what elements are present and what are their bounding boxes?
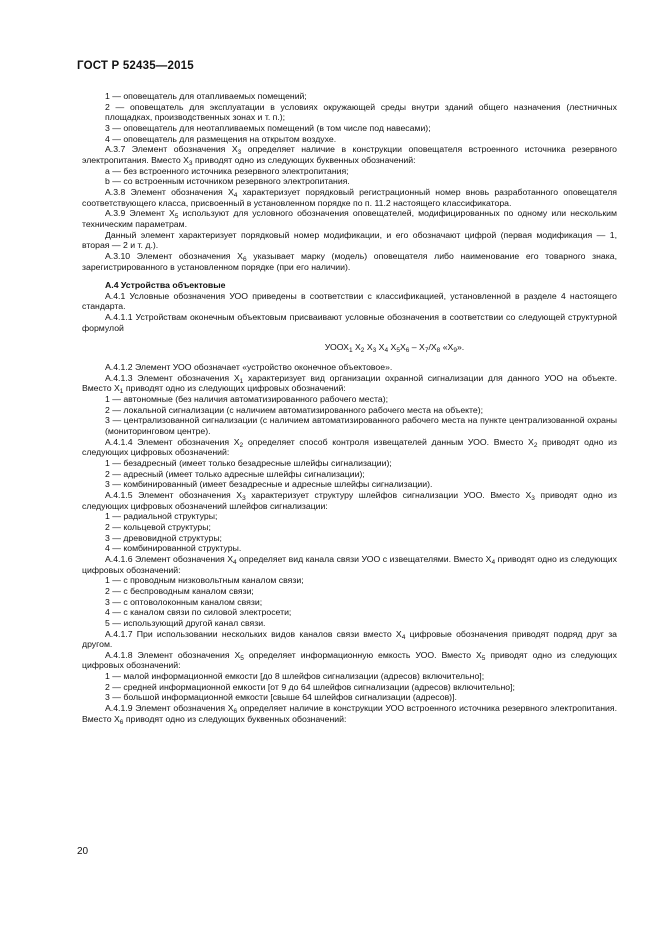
paragraph: А.4.1.8 Элемент обозначения $Х_5$ определяет информационную емкость УОО. Вместо $Х_5$ приводят одно из следующих цифровых обозначений:	[82, 649, 617, 671]
paragraph: Данный элемент характеризует порядковый номер модификации, и его обозначают цифрой (первая модификация — 1, вторая — 2 и т. д.).	[82, 229, 617, 251]
section-heading: А.4 Устройства объектовые	[105, 280, 226, 291]
list-item: 5 — использующий другой канал связи.	[105, 617, 266, 628]
list-item: 3 — централизованной сигнализации (с наличием автоматизированного рабочего места на пункте централизованной охраны (мониторинговом центре).	[105, 415, 617, 437]
list-item: а — без встроенного источника резервного электропитания;	[105, 165, 349, 176]
paragraph: А.4.1.3 Элемент обозначения $Х_1$ характеризует вид организации охранной сигнализации для данного УОО на объекте. Вместо $Х_1$ приводят одно из следующих цифровых обозначений:	[82, 372, 617, 396]
list-item: 3 — комбинированный (имеет безадресные и адресные шлейфы сигнализации).	[105, 479, 433, 490]
page-number: 20	[77, 846, 89, 857]
list-item: 4 — с каналом связи по силовой электросети;	[105, 607, 292, 618]
list-item: 3 — древовидной структуры;	[105, 532, 222, 543]
list-item: 1 — с проводным низковольтным каналом связи;	[105, 575, 304, 586]
list-item: 4 — комбинированной структуры.	[105, 543, 242, 554]
list-item: 2 — локальной сигнализации (с наличием автоматизированного рабочего места на объекте);	[105, 404, 484, 415]
list-item: 1 — оповещатель для отапливаемых помещений;	[105, 91, 307, 101]
list-item: 3 — оповещатель для неотапливаемых помещений (в том числе под навесами);	[105, 122, 431, 133]
document-header: ГОСТ Р 52435—2015	[77, 60, 194, 72]
paragraph: А.4.1.1 Устройствам оконечным объектовым присваивают условные обозначения в соответствии со следующей структурной формулой	[82, 312, 617, 333]
paragraph: А.4.1 Условные обозначения УОО приведены в соответствии с классификацией, установленной в разделе 4 настоящего стандарта.	[82, 290, 617, 312]
paragraph: А.4.1.2 Элемент УОО обозначает «устройство оконечное объектовое».	[105, 362, 393, 373]
paragraph: А.4.1.4 Элемент обозначения $Х_2$ определяет способ контроля извещателей данным УОО. Вместо $Х_2$ приводят одно из следующих цифровых обозначений:	[82, 436, 617, 458]
paragraph: А.3.8 Элемент обозначения $Х_4$ характеризует порядковый регистрационный номер вновь разработанного оповещателя соответствующего класса, присвоенный в установленном порядке по п. 11.2 настоящего классификатора.	[82, 186, 617, 208]
paragraph: А.3.10 Элемент обозначения $Х_6$ указывает марку (модель) оповещателя либо наименование его товарного знака, зарегистрированного в установленном порядке (при его наличии).	[82, 250, 618, 272]
list-item: 3 — с оптоволоконным каналом связи;	[105, 596, 263, 607]
paragraph: А.3.9 Элемент $Х_5$ используют для условного обозначения оповещателей, модифицированных по одному или нескольким техническим параметрам.	[82, 208, 617, 229]
list-item: 4 — оповещатель для размещения на открытом воздухе.	[105, 133, 337, 144]
list-item: 1 — радиальной структуры;	[105, 511, 218, 522]
paragraph: А.3.7 Элемент обозначения $Х_3$ определяет наличие в конструкции оповещателя встроенного источника резервного электропитания. Вместо $Х_3$ приводят одно из следующих буквенных обозначений:	[82, 144, 617, 167]
list-item: 1 — малой информационной емкости [до 8 шлейфов сигнализации (адресов) включительно];	[105, 671, 485, 682]
paragraph: А.4.1.5 Элемент обозначения $Х_3$ характеризует структуру шлейфов сигнализации УОО. Вместо $Х_3$ приводят одно из следующих цифровых обозначений шлейфов сигнализации:	[82, 489, 618, 511]
list-item: 2 — с беспроводным каналом связи;	[105, 585, 254, 596]
list-item: b — со встроенным источником резервного электропитания.	[105, 176, 350, 187]
list-item: 2 — оповещатель для эксплуатации в условиях окружающей среды внутри зданий общего назначения (лестничных площадках, производственных зонах и т. п.);	[105, 101, 617, 123]
paragraph: А.4.1.7 При использовании нескольких видов каналов связи вместо $Х_4$ цифровые обозначения приводят подряд друг за другом.	[82, 628, 618, 650]
paragraph: А.4.1.9 Элемент обозначения $Х_6$ определяет наличие в конструкции УОО встроенного источника резервного электропитания. Вместо $Х_6$ приводят одно из следующих буквенных обозначений:	[82, 703, 617, 726]
document-body	[82, 91, 617, 724]
list-item: 1 — автономные (без наличия автоматизированного рабочего места);	[105, 394, 388, 405]
list-item: 3 — большой информационной емкости [свыше 64 шлейфов сигнализации (адресов)].	[105, 692, 457, 703]
paragraph: А.4.1.6 Элемент обозначения $Х_4$ определяет вид канала связи УОО с извещателями. Вместо $Х_4$ приводят одно из следующих цифровых обозначений:	[82, 553, 618, 575]
list-item: 2 — кольцевой структуры;	[105, 521, 211, 532]
list-item: 2 — средней информационной емкости [от 9 до 64 шлейфов сигнализации (адресов) включительно];	[105, 681, 515, 692]
list-item: 1 — безадресный (имеет только безадресные шлейфы сигнализации);	[105, 458, 392, 468]
structural-formula: $УООХ_1$ $Х_2$ $Х_3$ $Х_4$ $Х_5Х_6 - Х_7/Х_8$ «$Х_9$».	[324, 342, 465, 355]
list-item: 2 — адресный (имеет только адресные шлейфы сигнализации);	[105, 468, 365, 479]
